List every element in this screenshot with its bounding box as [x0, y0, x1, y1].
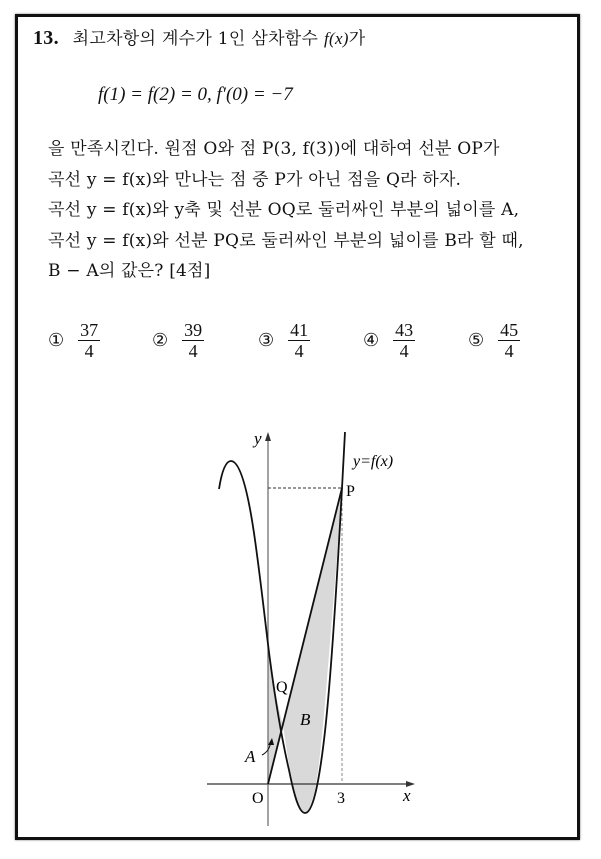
- numerator: 45: [500, 320, 519, 340]
- numerator: 39: [184, 320, 203, 340]
- problem-line: 을 만족시킨다. 원점 O와 점 P(3, f(3))에 대하여 선분 OP가: [48, 139, 500, 159]
- denominator: 4: [84, 341, 94, 361]
- region-b: [283, 488, 342, 813]
- denominator: 4: [504, 341, 514, 361]
- y-axis-label: y: [254, 429, 262, 448]
- numerator: 41: [290, 320, 309, 340]
- origin-label: O: [252, 790, 264, 807]
- region-a: [268, 650, 283, 784]
- choice-mark: ⑤: [468, 330, 485, 351]
- choice-mark: ①: [48, 330, 65, 351]
- problem-line: 곡선 y = f(x)와 선분 PQ로 둘러싸인 부분의 넓이를 B라 할 때,: [48, 230, 524, 251]
- numerator: 37: [80, 320, 99, 340]
- numerator: 43: [395, 320, 414, 340]
- denominator: 4: [294, 341, 304, 361]
- problem-condition: f(1) = f(2) = 0, f′(0) = −7: [98, 84, 293, 105]
- choice-mark: ③: [258, 330, 275, 351]
- choice-mark: ④: [363, 330, 380, 351]
- choice-mark: ②: [152, 330, 169, 351]
- x-tick-label-3: 3: [337, 790, 345, 807]
- problem-intro-suffix: 가: [348, 29, 366, 49]
- region-a-label: A: [245, 747, 256, 766]
- x-axis-label: x: [403, 786, 411, 805]
- problem-line: 곡선 y = f(x)와 y축 및 선분 OQ로 둘러싸인 부분의 넓이를 A,: [48, 200, 520, 220]
- y-axis-arrow-icon: [265, 432, 271, 441]
- denominator: 4: [188, 341, 198, 361]
- region-b-label: B: [300, 710, 311, 729]
- problem-line: 곡선 y = f(x)와 만나는 점 중 P가 아닌 점을 Q라 하자.: [48, 169, 462, 190]
- problem-intro: 최고차항의 계수가 1인 삼차함수: [72, 29, 319, 49]
- denominator: 4: [399, 341, 409, 361]
- problem-intro-func: f(x): [323, 29, 349, 48]
- point-q-label: Q: [276, 679, 288, 696]
- point-p-label: P: [346, 483, 355, 500]
- problem-line: B − A의 값은? [4점]: [48, 261, 211, 281]
- curve-label: y=f(x): [353, 453, 394, 470]
- problem-number: 13.: [33, 27, 59, 49]
